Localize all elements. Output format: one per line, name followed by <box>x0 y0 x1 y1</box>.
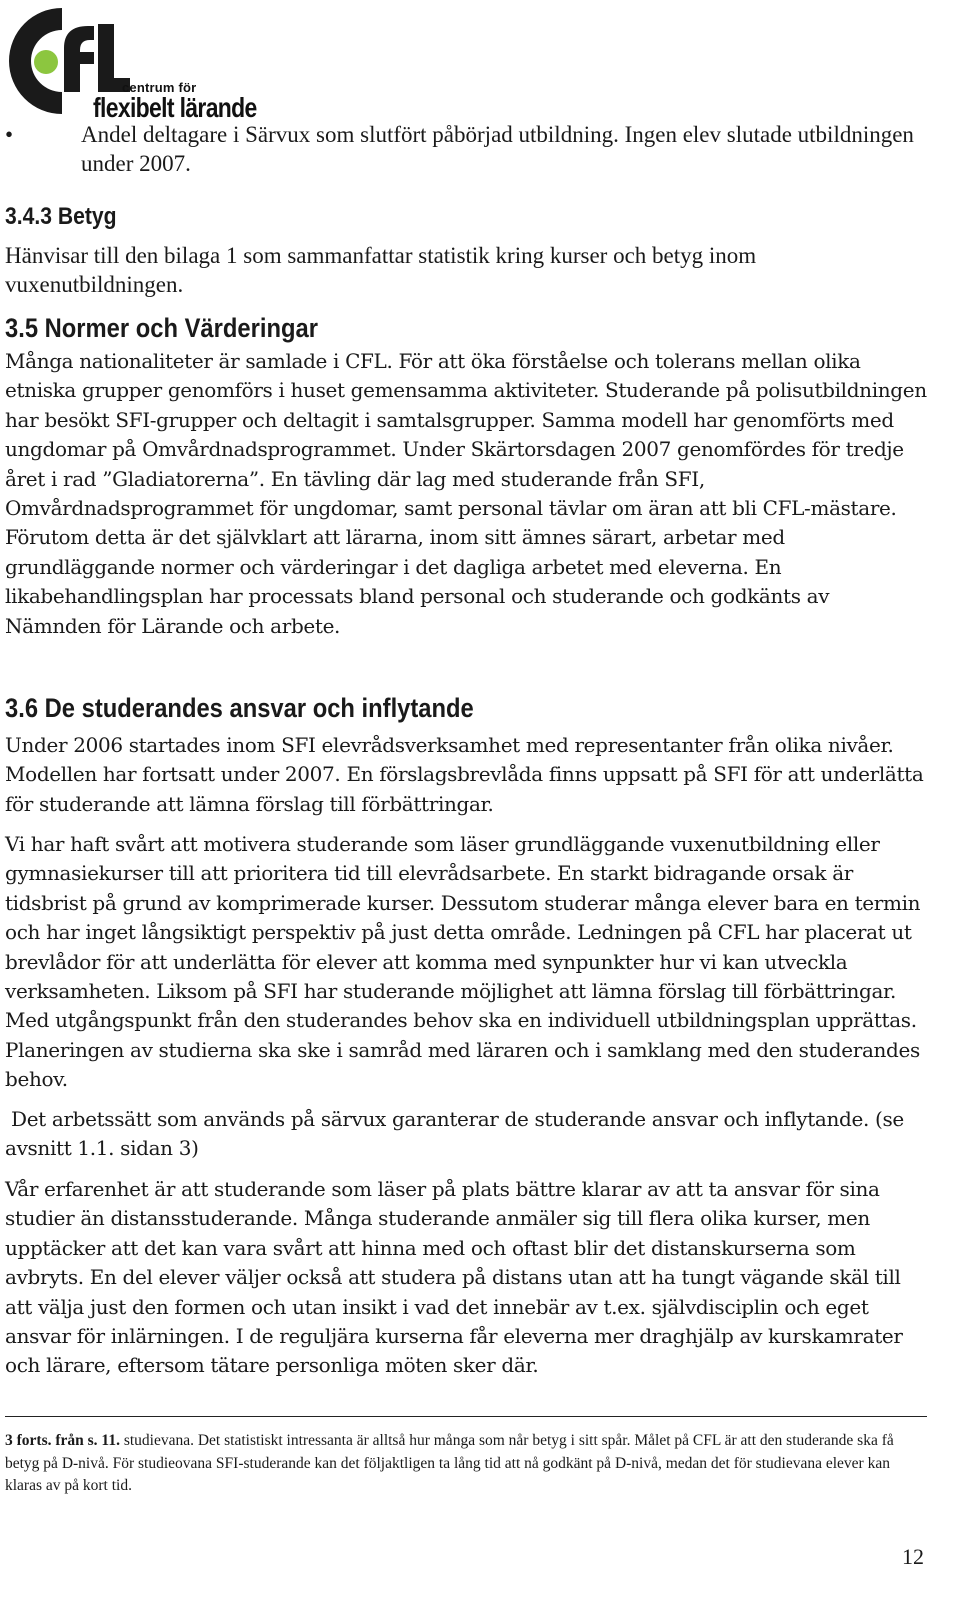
paragraph-ansvar-4: Vår erfarenhet är att studerande som läser på plats bättre klarar av att ta ansvar för sina studier än distansstuderande. Många studerande anmäler sig till flera olika kurser, men upptäcker att det kan vara svårt att hinna med och oftast blir det distanskurserna som avbryts. En del elever väljer också att studera på distans utan att ha tungt vägande skäl till att välja just den formen och utan insikt i vad det innebär av t.ex. självdisciplin och eget ansvar för inlärningen. I de reguljära kurserna får eleverna mer draghjälp av kurskamrater och lärare, eftersom tätare personliga möten sker där. <box>5 1177 903 1378</box>
footnote-lead: 3 forts. från s. 11. <box>5 1432 120 1449</box>
paragraph-ansvar-3: Det arbetssätt som används på särvux garanterar de studerande ansvar och inflytande. (se avsnitt 1.1. sidan 3) <box>5 1107 910 1161</box>
heading-normer: 3.5 Normer och Värderingar <box>5 313 318 343</box>
paragraph-normer: Många nationaliteter är samlade i CFL. För att öka förståelse och tolerans mellan olika etniska grupper genomförs i huset gemensamma aktiviteter. Studerande på polisutbildningen har besökt SFI-grupper och deltagit i samtalsgrupper. Samma modell har genomförts med ungdomar på Omvårdnadsprogrammet. Under Skärtorsdagen 2007 genomfördes för tredje året i rad ”Gladiatorerna”. En tävling där lag med studerande från SFI, Omvårdnadsprogrammet för ungdomar, samt personal tävlar om äran att bli CFL-mästare. Förutom detta är det självklart att lärarna, inom sitt ämnes särart, arbetar med grundläggande normer och värderingar i det dagliga arbetet med eleverna. En likabehandlingsplan har processats bland personal och studerande och godkänts av Nämnden för Lärande och arbete. <box>5 349 927 638</box>
footnote-text: studievana. Det statistiskt intressanta är alltså hur många som når betyg i sitt spår. Målet på CFL är att den studerande ska få betyg på D-nivå. För studieovana SFI-studerande kan det följaktligen ta lång tid att nå godkänt på D-nivå, medan det för studievana elever kan klaras av på kort tid. <box>5 1432 894 1494</box>
logo-title: flexibelt lärande <box>93 92 257 123</box>
paragraph-ansvar-2: Vi har haft svårt att motivera studerande som läser grundläggande vuxenutbildning eller gymnasiekurser till att prioritera tid till elevrådsarbete. En starkt bidragande orsak är tidsbrist på grund av komprimerade kurser. Dessutom studerar många elever bara en termin och har inget långsiktigt perspektiv på just detta område. Ledningen på CFL har placerat ut brevlådor för att underlätta för elever att komma med synpunkter hur vi kan utveckla verksamheten. Liksom på SFI har studerande möjlighet att lämna förslag till förbättringar. Med utgångspunkt från den studerandes behov ska en individuell utbildningsplan upprättas. Planeringen av studierna ska ske i samråd med läraren och i samklang med den studerandes behov. <box>5 832 921 1092</box>
page-number: 12 <box>902 1544 924 1569</box>
bullet-text: Andel deltagare i Särvux som slutfört påbörjad utbildning. Ingen elev slutade utbildningen under 2007. <box>81 122 914 176</box>
footnote <box>5 1430 930 1498</box>
logo-subtitle: centrum för <box>122 80 197 95</box>
heading-ansvar: 3.6 De studerandes ansvar och inflytande <box>5 693 474 723</box>
paragraph-betyg: Hänvisar till den bilaga 1 som sammanfattar statistik kring kurser och betyg inom vuxenutbildningen. <box>5 243 757 297</box>
bullet-dot: • <box>5 122 14 147</box>
footnote-divider <box>5 1416 927 1417</box>
cfl-logo <box>2 0 264 122</box>
heading-betyg: 3.4.3 Betyg <box>5 203 117 230</box>
paragraph-ansvar-1: Under 2006 startades inom SFI elevrådsverksamhet med representanter från olika nivåer. Modellen har fortsatt under 2007. En förslagsbrevlåda finns uppsatt på SFI för att underlätta för studerande att lämna förslag till förbättringar. <box>5 733 924 816</box>
